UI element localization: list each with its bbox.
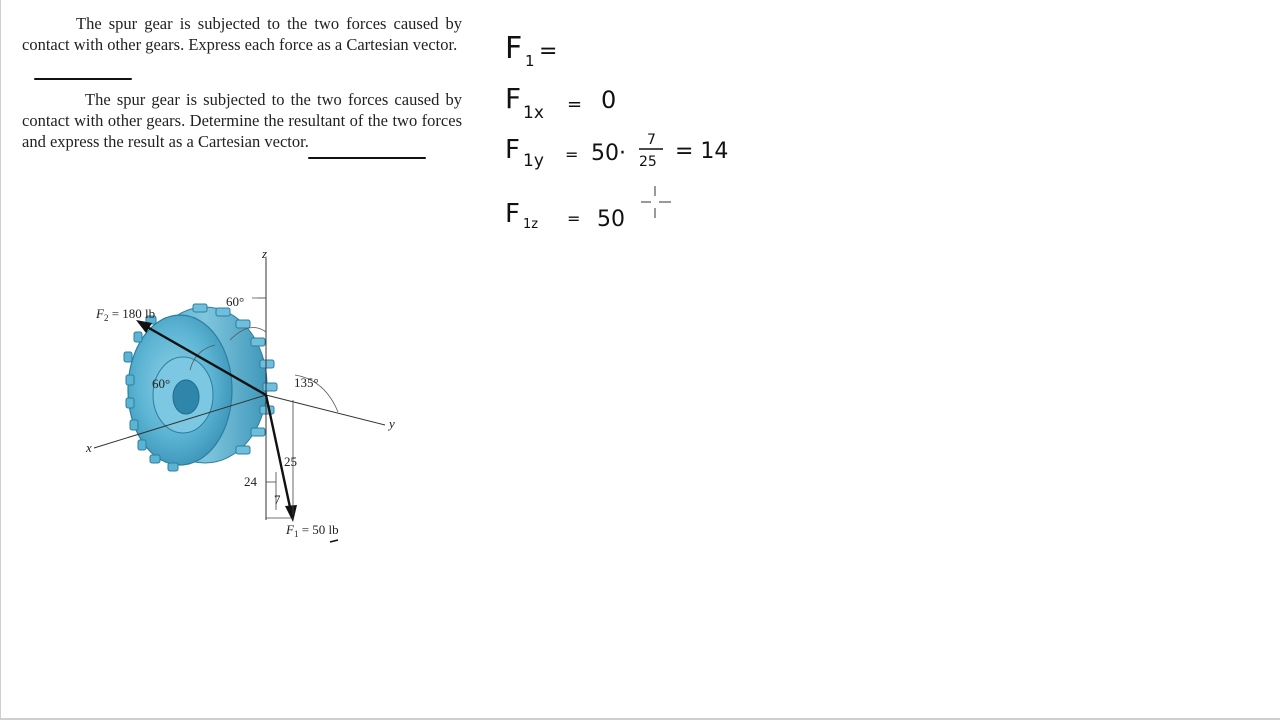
handwritten-notes-canvas xyxy=(495,20,755,260)
note-line2-eq: = xyxy=(567,94,583,115)
angle-right-label: 135° xyxy=(294,375,319,390)
axis-y-label: y xyxy=(389,416,395,431)
dim-25-label: 25 xyxy=(284,454,297,469)
dim-7-label: 7 xyxy=(274,492,281,507)
note-line3-coef: 50· xyxy=(591,141,626,166)
f2-label xyxy=(95,306,155,323)
angle-top-label: 60° xyxy=(226,294,245,309)
problem-2-text: The spur gear is subjected to the two forces caused by contact with other gears. Determine the resultant of the two forces and express the result as a Cartesian vector. xyxy=(22,90,462,151)
f1-label xyxy=(285,522,339,539)
note-line3-numerator: 7 xyxy=(647,132,656,148)
note-line4-sub: 1z xyxy=(523,217,539,232)
underline-cartesian-2 xyxy=(308,157,426,159)
note-line4-lhs: F xyxy=(505,199,520,229)
problem-statement-2 xyxy=(22,89,462,152)
f2-symbol: F xyxy=(96,306,104,321)
problem-statement-1 xyxy=(22,13,462,55)
spur-gear-figure xyxy=(80,240,420,555)
f1-subscript: 1 xyxy=(293,529,299,539)
note-line1-eq: = xyxy=(539,39,558,64)
note-line1-lhs: F xyxy=(505,31,523,66)
f2-value: = 180 lb xyxy=(108,306,156,321)
f1-value: = 50 lb xyxy=(298,522,339,537)
handwritten-notes xyxy=(495,20,755,265)
note-line4-eq: = xyxy=(567,209,581,228)
spur-gear-diagram xyxy=(80,240,420,550)
note-line4-val: 50 xyxy=(597,207,625,232)
axis-x-label: x xyxy=(86,440,92,455)
note-line3-result: = 14 xyxy=(675,139,729,164)
f2-subscript: 2 xyxy=(103,313,109,323)
note-line3-eq: = xyxy=(565,145,579,164)
axis-z-label: z xyxy=(262,246,268,261)
underline-cartesian-1 xyxy=(34,78,132,80)
note-line1-sub: 1 xyxy=(525,52,535,70)
note-line3-lhs: F xyxy=(505,135,520,165)
f1-symbol: F xyxy=(286,522,294,537)
pen-mark xyxy=(330,540,338,542)
problem-1-text: The spur gear is subjected to the two forces caused by contact with other gears. Express each force as a Cartesian vector. xyxy=(22,14,462,54)
dim-24-label: 24 xyxy=(244,474,257,489)
note-line2-val: 0 xyxy=(601,86,617,114)
pen-cursor-icon xyxy=(641,186,671,218)
note-line2-sub: 1x xyxy=(523,103,544,123)
note-line3-sub: 1y xyxy=(523,151,544,171)
note-line3-denominator: 25 xyxy=(639,154,657,170)
angle-left-label: 60° xyxy=(152,376,171,391)
note-line2-lhs: F xyxy=(505,82,522,115)
frame-edge-left xyxy=(0,0,1,720)
